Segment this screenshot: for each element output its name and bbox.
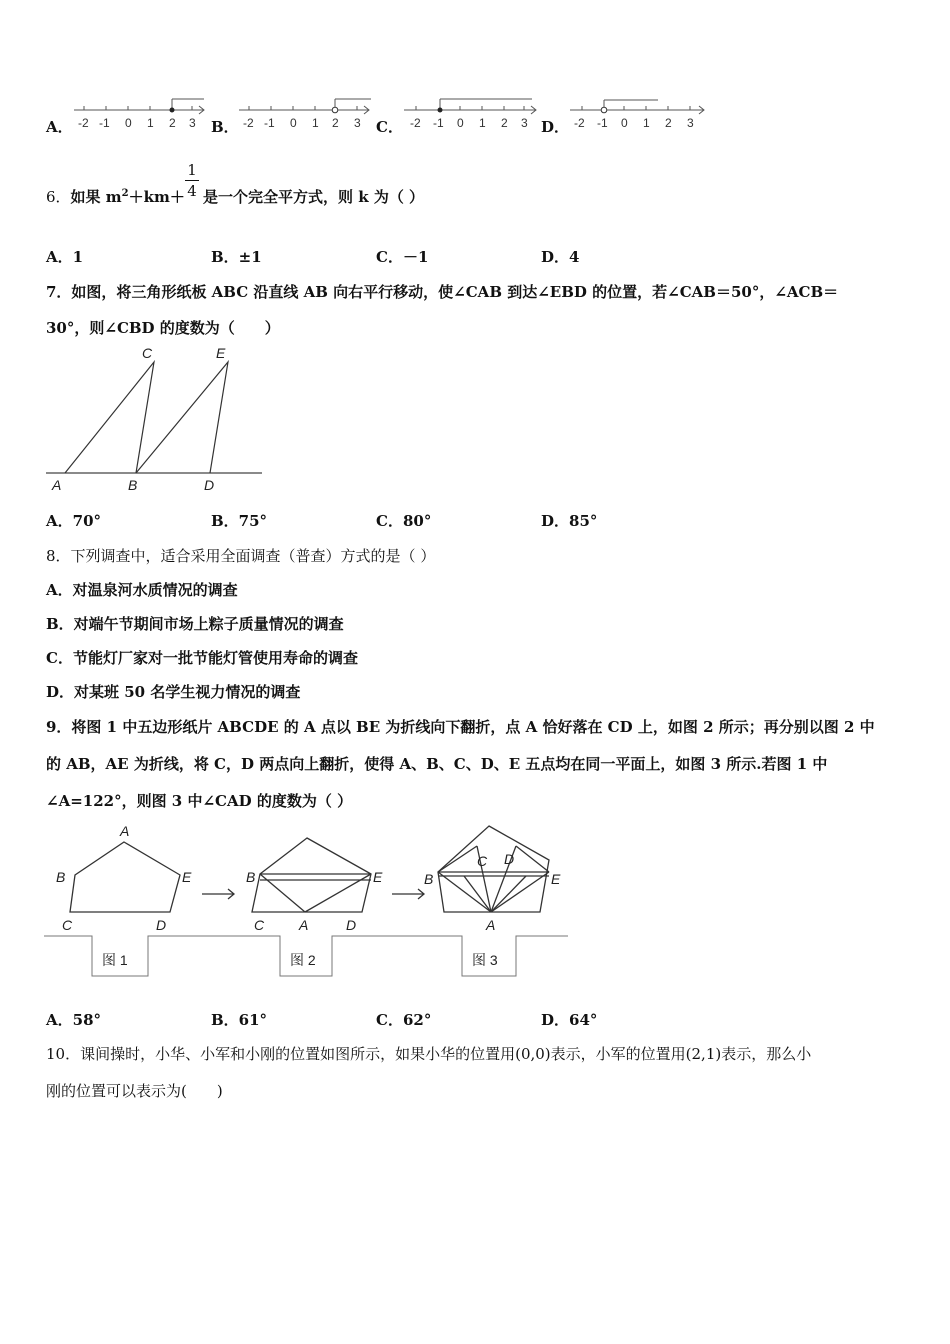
- q9-stem-line-2: 的 AB，AE 为折线，将 C，D 两点向上翻折，使得 A、B、C、D、E 五点均在同一平面上，如图 3 所示.若图 1 中: [46, 755, 828, 773]
- fig1-vertex-e: E: [182, 869, 192, 885]
- tick-label: 2: [332, 116, 339, 130]
- tick-label: -1: [433, 116, 444, 130]
- tick-label: 2: [501, 116, 508, 130]
- q6-option-b: B．±1: [211, 248, 262, 266]
- tick-label: -1: [264, 116, 275, 130]
- fig3-vertex-d: D: [504, 851, 515, 867]
- q9-stem-line-3: ∠A=122°，则图 3 中∠CAD 的度数为（ ）: [46, 792, 353, 810]
- figure-1-caption: 图 1: [102, 952, 128, 968]
- q9-pentagon-figures: [44, 820, 570, 980]
- fig2-vertex-c: C: [254, 917, 265, 933]
- fig1-vertex-b: B: [56, 869, 66, 885]
- q5-option-c-number-line: [400, 96, 542, 134]
- arrow-2-icon: [392, 889, 424, 899]
- q7-option-b: B．75°: [211, 512, 268, 530]
- fig3-vertex-b: B: [424, 871, 434, 887]
- tick-label: 1: [479, 116, 486, 130]
- q7-option-c: C．80°: [376, 512, 432, 530]
- figure-2-pentagon: [252, 838, 371, 912]
- q8-option-c: C．节能灯厂家对一批节能灯管使用寿命的调查: [46, 649, 358, 667]
- q6-text-mid: ＋km＋: [128, 188, 185, 206]
- q6-text-after: 是一个完全平方式，则 k 为（ ）: [203, 188, 425, 206]
- tick-label: 3: [521, 116, 528, 130]
- q9-option-d: D．64°: [541, 1011, 598, 1029]
- tick-label: 1: [147, 116, 154, 130]
- q5-option-b-number-line: [235, 96, 375, 134]
- q9-option-b: B．61°: [211, 1011, 268, 1029]
- tick-label: -2: [243, 116, 254, 130]
- tick-label: 1: [312, 116, 319, 130]
- fig2-vertex-e: E: [373, 869, 383, 885]
- q9-option-c: C．62°: [376, 1011, 432, 1029]
- tick-label: 3: [189, 116, 196, 130]
- q6-fraction-denominator: 4: [185, 180, 199, 201]
- q6-option-d: D．4: [541, 248, 580, 266]
- q5-option-d-number-line: [566, 96, 710, 134]
- q6-exponent: 2: [121, 188, 129, 199]
- tick-label: -2: [574, 116, 585, 130]
- q7-stem-line-1: 7．如图，将三角形纸板 ABC 沿直线 AB 向右平行移动，使∠CAB 到达∠EBD 的位置，若∠CAB＝50°，∠ACB＝: [46, 283, 839, 301]
- q6-number: 6．: [46, 188, 71, 206]
- q8-option-d: D．对某班 50 名学生视力情况的调查: [46, 683, 301, 701]
- q8-option-b: B．对端午节期间市场上粽子质量情况的调查: [46, 615, 344, 633]
- tick-label: -1: [597, 116, 608, 130]
- figure-2-caption: 图 2: [290, 952, 316, 968]
- tick-label: -2: [78, 116, 89, 130]
- tick-label: 3: [354, 116, 361, 130]
- q5-option-a-label: A．: [46, 118, 73, 136]
- q7-stem-line-2: 30°，则∠CBD 的度数为（ ）: [46, 319, 280, 337]
- q6-fraction-numerator: 1: [187, 161, 197, 179]
- q7-triangle-figure: [44, 342, 266, 494]
- tick-label: 2: [665, 116, 672, 130]
- q7-option-a: A．70°: [46, 512, 102, 530]
- tick-label: 0: [290, 116, 297, 130]
- tick-label: 0: [125, 116, 132, 130]
- fig2-vertex-d: D: [346, 917, 357, 933]
- point-label-a: A: [52, 477, 62, 493]
- tick-label: 1: [643, 116, 650, 130]
- q8-stem: 8．下列调查中，适合采用全面调查（普查）方式的是（ ）: [46, 547, 436, 565]
- tick-label: 0: [621, 116, 628, 130]
- fig3-vertex-e: E: [551, 871, 561, 887]
- fig3-vertex-a: A: [486, 917, 496, 933]
- q8-option-a: A．对温泉河水质情况的调查: [46, 581, 238, 599]
- tick-label: -2: [410, 116, 421, 130]
- figure-3-caption: 图 3: [472, 952, 498, 968]
- q10-stem-line-2: 刚的位置可以表示为( ): [46, 1082, 223, 1100]
- tick-label: 0: [457, 116, 464, 130]
- point-label-e: E: [216, 345, 226, 361]
- fig1-vertex-a: A: [120, 823, 130, 839]
- tick-label: -1: [99, 116, 110, 130]
- q7-option-d: D．85°: [541, 512, 598, 530]
- point-label-b: B: [128, 477, 138, 493]
- q5-option-b-label: B．: [211, 118, 239, 136]
- arrow-1-icon: [202, 889, 234, 899]
- fig2-vertex-a: A: [299, 917, 309, 933]
- figure-1-pentagon: [70, 842, 180, 912]
- point-label-d: D: [204, 477, 215, 493]
- q6-text-before: 如果 m: [70, 188, 122, 206]
- q9-option-a: A．58°: [46, 1011, 102, 1029]
- point-label-c: C: [142, 345, 153, 361]
- q10-stem-line-1: 10．课间操时，小华、小军和小刚的位置如图所示，如果小华的位置用(0,0)表示，小军的位置用(2,1)表示，那么小: [46, 1045, 812, 1063]
- q6-option-c: C．－1: [376, 248, 429, 266]
- q5-option-c-label: C．: [376, 118, 403, 136]
- tick-label: 3: [687, 116, 694, 130]
- fig1-vertex-d: D: [156, 917, 167, 933]
- q6-stem: [46, 186, 185, 207]
- figure-3-pentagon: [438, 826, 549, 912]
- q9-stem-line-1: 9．将图 1 中五边形纸片 ABCDE 的 A 点以 BE 为折线向下翻折，点 A 恰好落在 CD 上，如图 2 所示；再分别以图 2 中: [46, 718, 875, 736]
- fig1-vertex-c: C: [62, 917, 73, 933]
- q6-option-a: A．1: [46, 248, 84, 266]
- q5-option-a-number-line: [70, 96, 210, 134]
- fig2-vertex-b: B: [246, 869, 256, 885]
- q6-fraction: [185, 160, 199, 201]
- q5-option-d-label: D．: [541, 118, 570, 136]
- fig3-vertex-c: C: [477, 853, 488, 869]
- tick-label: 2: [169, 116, 176, 130]
